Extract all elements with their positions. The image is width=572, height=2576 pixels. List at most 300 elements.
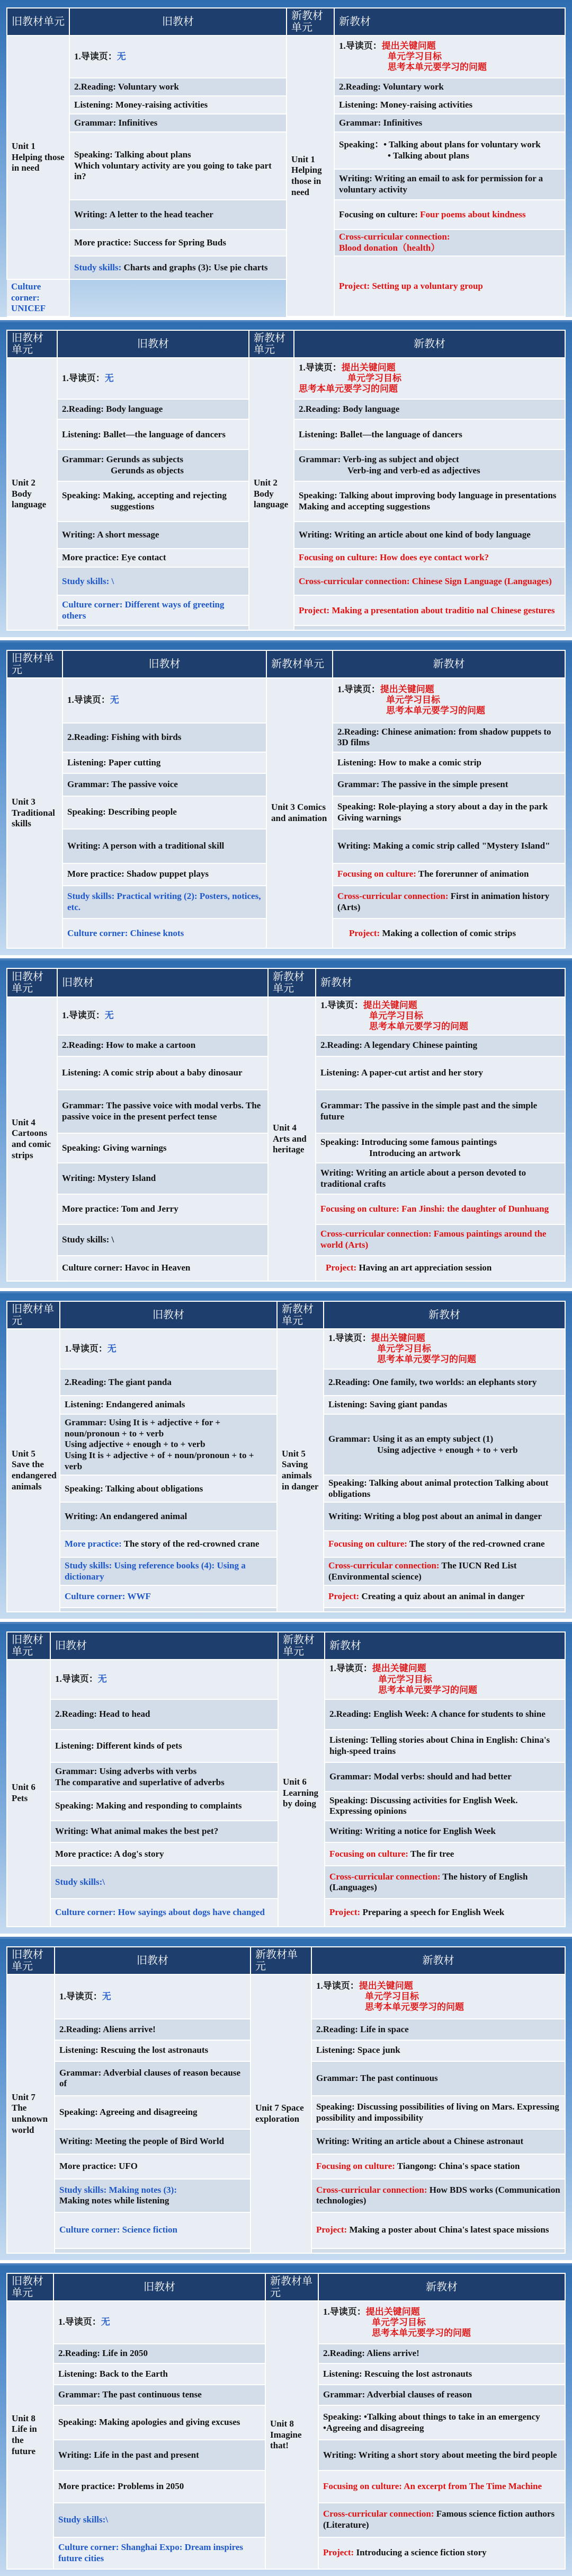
old-reading: 2.Reading: The giant panda: [60, 1369, 277, 1396]
new-reading: 2.Reading: English Week: A chance for students to shine: [325, 1699, 565, 1730]
guide-line-1: 提出关键问题: [372, 1663, 426, 1674]
old-guide-cell: [69, 36, 287, 78]
new-speaking: Speaking: Discussing activities for English Week. Expressing opinions: [325, 1792, 565, 1820]
new-cross: [318, 2503, 565, 2537]
comparison-table: [6, 330, 566, 631]
new-grammar: [294, 449, 565, 481]
new-listening: Listening: How to make a comic strip: [333, 752, 565, 773]
new-listening: Listening: Ballet—the language of dancers: [294, 419, 565, 449]
old-speaking-line-1: Speaking: Talking about plans: [74, 149, 191, 160]
new-listening: Listening: Money-raising activities: [334, 96, 565, 114]
guide-none: 无: [107, 1343, 117, 1354]
guide-label: 1.导读页：: [55, 1674, 98, 1684]
old-skills-line-2: Making notes while listening: [59, 2195, 169, 2206]
new-project-text: Introducing a science fiction story: [354, 2547, 487, 2558]
new-unit-name: Unit 1 Helping those in need: [287, 36, 334, 316]
guide-label: 1.导读页：: [299, 363, 342, 373]
new-reading: 2.Reading: Life in space: [311, 2019, 565, 2040]
old-listening: Listening: A comic strip about a baby dinosaur: [57, 1056, 268, 1090]
new-project-label: Project:: [328, 1591, 360, 1601]
new-unit-name: Unit 8 Imagine that!: [265, 2301, 318, 2569]
old-speaking: Speaking: Agreeing and disagreeing: [55, 2096, 251, 2129]
old-practice: More practice: Shadow puppet plays: [62, 863, 266, 886]
guide-line-3: 思考本单元要学习的问题: [299, 384, 398, 394]
new-focus-label: Focusing on culture:: [337, 869, 416, 879]
guide-line-1: 提出关键问题: [371, 1333, 425, 1344]
old-skills-line-1: Study skills: Making notes (3):: [59, 2184, 177, 2195]
header-new-material: 新教材: [325, 1632, 565, 1660]
old-reading: 2.Reading: Life in 2050: [53, 2344, 265, 2363]
new-cross-text: The history of English (Languages): [329, 1871, 528, 1893]
new-cross: Cross-curricular connection: Chinese Sign Language (Languages): [294, 567, 565, 595]
guide-label: 1.导读页：: [62, 1010, 105, 1021]
guide-label: 1.导读页：: [58, 2317, 101, 2327]
new-reading: 2.Reading: A legendary Chinese painting: [316, 1035, 565, 1056]
old-grammar: Grammar: The passive voice with modal verbs. The passive voice in the present perfect tense: [57, 1090, 268, 1133]
new-focus-label: Focusing on culture:: [329, 1849, 408, 1859]
old-reading: 2.Reading: Voluntary work: [69, 78, 287, 96]
header-old-unit: 旧教材单元: [7, 968, 57, 997]
new-guide-cell: [334, 36, 565, 78]
header-new-unit: 新教材单元: [278, 1632, 325, 1660]
header-old-unit: 旧教材单元: [7, 650, 62, 678]
new-cross: [333, 886, 565, 919]
old-writing: Writing: A person with a traditional skill: [62, 829, 266, 863]
old-listening: Listening: Back to the Earth: [53, 2363, 265, 2384]
new-cross-text: Blood donation（health）: [339, 243, 440, 253]
old-skills-text: Charts and graphs (3): Use pie charts: [121, 262, 268, 272]
old-grammar: Grammar: Adverbial clauses of reason because of: [55, 2061, 251, 2096]
guide-label: 1.导读页：: [329, 1663, 372, 1674]
header-old-material: 旧教材: [50, 1632, 278, 1660]
header-old-material: 旧教材: [57, 968, 268, 997]
slide-unit-6: [0, 1624, 572, 1937]
old-listening: Listening: Rescuing the lost astronauts: [55, 2040, 251, 2061]
header-new-unit: 新教材单元: [265, 2273, 318, 2301]
old-guide-cell: [57, 358, 249, 399]
new-speaking: Speaking: Talking about animal protection Talking about obligations: [324, 1475, 565, 1502]
new-cross-text: First in animation history (Arts): [337, 891, 550, 913]
header-new-material: 新教材: [294, 330, 565, 358]
guide-line-3: 思考本单元要学习的问题: [388, 62, 487, 73]
guide-line-3: 思考本单元要学习的问题: [386, 705, 485, 716]
guide-line-1: 提出关键问题: [363, 1000, 417, 1010]
guide-label: 1.导读页：: [339, 40, 382, 51]
guide-none: 无: [104, 1010, 114, 1021]
new-project-label: Project:: [329, 1907, 361, 1918]
guide-label: 1.导读页：: [67, 694, 110, 705]
old-practice: [60, 1531, 277, 1557]
old-culture: Culture corner: Different ways of greeting others: [57, 595, 249, 625]
new-project-text: Making a poster about China's latest space missions: [347, 2225, 549, 2235]
guide-none: 无: [110, 694, 119, 705]
header-new-unit: 新教材单元: [287, 8, 334, 36]
new-speaking: [316, 1133, 565, 1163]
new-focus-text: The fir tree: [408, 1849, 454, 1859]
new-writing: Writing: Writing an article about a person devoted to traditional crafts: [316, 1163, 565, 1194]
old-speaking: Speaking: Talking about obligations: [60, 1475, 277, 1502]
guide-label: 1.导读页：: [62, 373, 105, 383]
new-listening: Listening: Rescuing the lost astronauts: [318, 2363, 565, 2384]
comparison-table: [6, 7, 566, 317]
new-cross: [334, 230, 565, 256]
old-guide-cell: [55, 1974, 251, 2019]
old-culture: Culture corner: How sayings about dogs have changed: [50, 1899, 278, 1927]
new-focus-label: Focusing on culture:: [316, 2160, 395, 2171]
header-new-material: 新教材: [333, 650, 565, 678]
old-unit-name: Unit 3 Traditional skills: [7, 678, 62, 948]
new-reading: 2.Reading: One family, two worlds: an elephants story: [324, 1369, 565, 1396]
old-skills: Study skills: Using reference books (4): Using a dictionary: [60, 1557, 277, 1586]
new-focus-text: Four poems about kindness: [417, 209, 526, 219]
old-culture: Culture corner: Havoc in Heaven: [57, 1256, 268, 1281]
old-guide-cell: [50, 1660, 278, 1699]
comparison-table: [6, 1946, 566, 2254]
guide-line-3: 思考本单元要学习的问题: [365, 2002, 464, 2013]
guide-none: 无: [97, 1674, 107, 1684]
new-project-label: Project:: [316, 2225, 347, 2235]
old-speaking-line-1: Speaking: Making, accepting and rejecting: [62, 490, 227, 500]
new-cross: [311, 2179, 565, 2212]
new-guide-cell: [324, 1329, 565, 1369]
old-reading: 2.Reading: Fishing with birds: [62, 723, 266, 753]
old-listening: Listening: Ballet—the language of dancers: [57, 419, 249, 449]
new-grammar-line-1: Grammar: Verb-ing as subject and object: [299, 454, 459, 465]
guide-label: 1.导读页：: [65, 1343, 108, 1354]
new-focus: Focusing on culture: Fan Jinshi: the daughter of Dunhuang: [316, 1194, 565, 1224]
new-cross-label: Cross-curricular connection:: [337, 891, 449, 902]
guide-line-2: 单元学习目标: [369, 1010, 423, 1021]
header-old-unit: 旧教材单元: [7, 1947, 55, 1974]
new-guide-cell: [294, 358, 565, 399]
new-focus-text: The forerunner of animation: [416, 869, 529, 879]
old-skills: Study skills: \: [57, 567, 249, 595]
old-unit-name: Unit 1 Helping those in need: [7, 36, 69, 279]
new-speaking-line-1: Speaking: Introducing some famous paintings: [320, 1137, 497, 1148]
comparison-table: [6, 1631, 566, 1927]
old-unit-name: Unit 8 Life in the future: [7, 2301, 53, 2569]
old-grammar-line-1: Grammar: Using It is + adjective + for + noun/pronoun + to + verb: [65, 1417, 221, 1439]
old-unit-name: Unit 6 Pets: [7, 1660, 50, 1927]
new-project-label: Project:: [326, 1263, 357, 1273]
slide-unit-7: [0, 1939, 572, 2263]
new-project: [333, 919, 565, 948]
guide-line-2: 单元学习目标: [372, 2317, 426, 2327]
new-cross-label: Cross-curricular connection:: [316, 2184, 427, 2195]
comparison-table: [6, 1301, 566, 1612]
old-culture: Culture corner: Chinese knots: [62, 919, 266, 948]
new-reading: 2.Reading: Aliens arrive!: [318, 2344, 565, 2363]
new-project: [334, 256, 565, 316]
new-guide-cell: [318, 2301, 565, 2344]
old-practice: More practice: A dog's story: [50, 1842, 278, 1866]
header-new-unit: 新教材单元: [268, 968, 316, 997]
header-new-material: 新教材: [318, 2273, 565, 2301]
old-listening: Listening: Endangered animals: [60, 1396, 277, 1414]
new-guide-cell: [311, 1974, 565, 2019]
old-writing: Writing: An endangered animal: [60, 1502, 277, 1531]
new-grammar: [324, 1414, 565, 1475]
guide-line-1: 提出关键问题: [341, 363, 396, 373]
old-skills: Study skills: Practical writing (2): Posters, notices, etc.: [62, 886, 266, 919]
header-old-unit: 旧教材单元: [7, 330, 57, 358]
old-speaking-line-2: Which voluntary activity are you going to take part in?: [74, 160, 272, 182]
header-old-material: 旧教材: [55, 1947, 251, 1974]
old-writing: Writing: A short message: [57, 522, 249, 549]
new-cross: [325, 1866, 565, 1899]
old-grammar-line-3: Using It is + adjective + of + noun/pronoun + to + verb: [65, 1450, 254, 1471]
new-speaking: Speaking: Discussing possibilities of living on Mars. Expressing possibility and impossibility: [311, 2096, 565, 2129]
old-grammar-line-1: Grammar: Using adverbs with verbs: [55, 1766, 197, 1776]
new-listening: Listening: Telling stories about China in English: China's high-speed trains: [325, 1730, 565, 1762]
guide-none: 无: [102, 1991, 111, 2001]
old-practice: More practice: Eye contact: [57, 549, 249, 568]
old-practice-label: More practice:: [65, 1538, 122, 1549]
header-new-material: 新教材: [334, 8, 565, 36]
guide-line-2: 单元学习目标: [365, 1991, 419, 2002]
old-listening: Listening: Different kinds of pets: [50, 1730, 278, 1762]
new-speaking: Speaking: Role-playing a story about a day in the park Giving warnings: [333, 796, 565, 829]
new-focus-label: Focusing on culture:: [328, 1538, 407, 1549]
new-listening: Listening: Space junk: [311, 2040, 565, 2061]
old-guide-cell: [57, 997, 268, 1035]
old-grammar: [50, 1762, 278, 1792]
old-grammar-line-1: Grammar: Gerunds as subjects: [62, 454, 184, 465]
header-old-unit: 旧教材单元: [7, 1301, 60, 1329]
guide-line-1: 提出关键问题: [381, 40, 436, 51]
old-skills: Study skills:\: [50, 1866, 278, 1899]
header-old-material: 旧教材: [69, 8, 287, 36]
new-grammar: Grammar: The passive in the simple past and the simple future: [316, 1090, 565, 1133]
new-focus: [311, 2154, 565, 2179]
guide-label: 1.导读页：: [323, 2306, 366, 2317]
new-speaking-line-2: Introducing an artwork: [369, 1148, 461, 1158]
new-unit-name: Unit 3 Comics and animation: [266, 678, 333, 948]
new-speaking: [334, 132, 565, 169]
new-writing: Writing: Writing an email to ask for permission for a voluntary activity: [334, 169, 565, 200]
new-focus-text: The story of the red-crowned crane: [407, 1538, 545, 1549]
header-old-material: 旧教材: [53, 2273, 265, 2301]
old-culture: Culture corner: UNICEF: [7, 279, 69, 316]
guide-none: 无: [101, 2317, 110, 2327]
header-new-unit: 新教材单元: [266, 650, 333, 678]
new-cross-label: Cross-curricular connection:: [328, 1560, 440, 1571]
old-reading: 2.Reading: Body language: [57, 399, 249, 419]
new-project: [325, 1899, 565, 1927]
old-guide-cell: [60, 1329, 277, 1369]
header-old-material: 旧教材: [62, 650, 266, 678]
new-cross-label: Cross-curricular connection:: [329, 1871, 441, 1882]
header-old-unit: 旧教材单元: [7, 1632, 50, 1660]
guide-line-1: 提出关键问题: [365, 2306, 420, 2317]
new-grammar-line-2: Verb-ing and verb-ed as adjectives: [347, 465, 480, 476]
old-speaking: Speaking: Giving warnings: [57, 1133, 268, 1163]
guide-line-3: 思考本单元要学习的问题: [378, 1684, 477, 1695]
old-practice-text: The story of the red-crowned crane: [121, 1538, 260, 1549]
new-grammar: Grammar: Infinitives: [334, 114, 565, 132]
new-writing: Writing: Writing a notice for English Week: [325, 1821, 565, 1843]
old-guide-cell: [62, 678, 266, 723]
old-listening: Listening: Paper cutting: [62, 752, 266, 773]
old-writing: Writing: Life in the past and present: [53, 2440, 265, 2471]
guide-line-3: 思考本单元要学习的问题: [372, 2327, 471, 2338]
old-writing: Writing: A letter to the head teacher: [69, 200, 287, 230]
guide-line-3: 思考本单元要学习的问题: [377, 1354, 476, 1365]
header-old-unit: 旧教材单元: [7, 8, 69, 36]
slide-unit-4: [0, 960, 572, 1291]
comparison-table: [6, 2273, 566, 2570]
guide-none: 无: [104, 373, 114, 383]
old-grammar-line-2: Using adjective + enough + to + verb: [65, 1439, 205, 1450]
new-grammar: Grammar: The past continuous: [311, 2061, 565, 2096]
new-listening: Listening: Saving giant pandas: [324, 1396, 565, 1414]
old-writing: Writing: What animal makes the best pet?: [50, 1821, 278, 1843]
old-speaking: Speaking: Making and responding to complaints: [50, 1792, 278, 1820]
old-culture: Culture corner: Science fiction: [55, 2212, 251, 2248]
old-skills: [55, 2179, 251, 2212]
guide-line-2: 单元学习目标: [377, 1344, 431, 1354]
old-reading: 2.Reading: How to make a cartoon: [57, 1035, 268, 1056]
new-unit-name: Unit 4 Arts and heritage: [268, 997, 316, 1281]
new-project-label: Project:: [349, 928, 380, 938]
header-new-material: 新教材: [324, 1301, 565, 1329]
new-guide-cell: [333, 678, 565, 723]
old-writing: Writing: Meeting the people of Bird World: [55, 2129, 251, 2154]
old-reading: 2.Reading: Head to head: [50, 1699, 278, 1730]
header-new-unit: 新教材单元: [277, 1301, 324, 1329]
new-cross: Cross-curricular connection: Famous paintings around the world (Arts): [316, 1224, 565, 1256]
comparison-table: [6, 650, 566, 949]
new-focus: [324, 1531, 565, 1557]
new-cross-text: How BDS works (Communication technologies): [316, 2184, 560, 2206]
slide-unit-1: [0, 0, 572, 320]
new-writing: Writing: Writing an article about a Chinese astronaut: [311, 2129, 565, 2154]
new-focus: [333, 863, 565, 886]
new-project-label: Project:: [339, 280, 370, 291]
old-culture: Culture corner: WWF: [60, 1585, 277, 1607]
old-grammar: [57, 449, 249, 481]
new-project-text: Preparing a speech for English Week: [360, 1907, 505, 1918]
guide-label: 1.导读页：: [59, 1991, 102, 2001]
new-reading: 2.Reading: Voluntary work: [334, 78, 565, 96]
guide-line-1: 提出关键问题: [359, 1981, 413, 1991]
guide-label: 1.导读页：: [74, 51, 117, 61]
slide-unit-8: [0, 2265, 572, 2576]
new-focus: Focusing on culture: An excerpt from The Time Machine: [318, 2471, 565, 2502]
old-speaking: [57, 481, 249, 522]
new-project: [318, 2537, 565, 2569]
old-skills: Study skills: \: [57, 1224, 268, 1256]
new-writing: Writing: Making a comic strip called "Mystery Island": [333, 829, 565, 863]
new-reading: 2.Reading: Chinese animation: from shadow puppets to 3D films: [333, 723, 565, 753]
new-writing: Writing: Writing an article about one kind of body language: [294, 522, 565, 549]
new-focus: [325, 1842, 565, 1866]
guide-line-1: 提出关键问题: [380, 684, 434, 695]
old-unit-name: Unit 5 Save the endangered animals: [7, 1329, 60, 1612]
old-grammar: [60, 1414, 277, 1475]
new-reading: 2.Reading: Body language: [294, 399, 565, 419]
header-new-unit: 新教材单元: [251, 1947, 311, 1974]
guide-label: 1.导读页：: [316, 1981, 359, 1991]
old-skills: [69, 256, 287, 279]
guide-line-2: 单元学习目标: [378, 1674, 432, 1684]
new-speaking-line-1: Speaking：• Talking about plans for voluntary work: [339, 139, 541, 150]
old-grammar-line-2: Gerunds as objects: [111, 465, 184, 476]
new-project-text: Creating a quiz about an animal in danger: [359, 1591, 525, 1601]
new-speaking: Speaking: •Talking about things to take in an emergency •Agreeing and disagreeing: [318, 2405, 565, 2440]
new-focus-text: Tiangong: China's space station: [395, 2160, 520, 2171]
new-project: [316, 1256, 565, 1281]
guide-line-3: 思考本单元要学习的问题: [369, 1021, 468, 1031]
slide-unit-3: [0, 642, 572, 958]
old-speaking-line-2: suggestions: [111, 501, 155, 511]
guide-line-2: 单元学习目标: [386, 695, 440, 705]
guide-label: 1.导读页：: [328, 1333, 371, 1344]
new-writing: Writing: Writing a blog post about an animal in danger: [324, 1502, 565, 1531]
new-grammar: Grammar: Modal verbs: should and had better: [325, 1762, 565, 1792]
old-reading: 2.Reading: Aliens arrive!: [55, 2019, 251, 2040]
new-grammar: Grammar: Adverbial clauses of reason: [318, 2385, 565, 2405]
old-practice: More practice: Tom and Jerry: [57, 1194, 268, 1224]
header-new-material: 新教材: [316, 968, 565, 997]
new-guide-cell: [325, 1660, 565, 1699]
new-project-label: Project:: [323, 2547, 354, 2558]
new-guide-cell: [316, 997, 565, 1035]
new-cross-label: Cross-curricular connection:: [323, 2509, 434, 2519]
old-guide-cell: [53, 2301, 265, 2344]
old-practice: More practice: Success for Spring Buds: [69, 230, 287, 256]
header-old-unit: 旧教材单元: [7, 2273, 53, 2301]
header-old-material: 旧教材: [57, 330, 249, 358]
old-skills: Study skills:\: [53, 2503, 265, 2537]
old-writing: Writing: Mystery Island: [57, 1163, 268, 1194]
header-new-unit: 新教材单元: [249, 330, 294, 358]
old-listening: Listening: Money-raising activities: [69, 96, 287, 114]
new-speaking-line-2: • Talking about plans: [388, 151, 469, 161]
comparison-table: [6, 968, 566, 1282]
new-writing: Writing: Writing a short story about meeting the bird people: [318, 2440, 565, 2471]
new-project-text: Having an art appreciation session: [356, 1263, 492, 1273]
new-speaking: Speaking: Talking about improving body language in presentations Making and accepting suggestions: [294, 481, 565, 522]
guide-line-2: 单元学习目标: [347, 373, 401, 384]
new-focus: Focusing on culture: How does eye contact work?: [294, 549, 565, 568]
new-cross: [324, 1557, 565, 1586]
old-speaking: Speaking: Making apologies and giving excuses: [53, 2405, 265, 2440]
old-unit-name: Unit 7 The unknown world: [7, 1974, 55, 2253]
old-grammar-line-2: The comparative and superlative of adverbs: [55, 1777, 225, 1787]
guide-label: 1.导读页：: [320, 1000, 363, 1010]
header-new-material: 新教材: [311, 1947, 565, 1974]
guide-label: 1.导读页：: [337, 684, 380, 695]
new-unit-name: Unit 5 Saving animals in danger: [277, 1329, 324, 1612]
new-unit-name: Unit 2 Body language: [249, 358, 294, 630]
header-old-material: 旧教材: [60, 1301, 277, 1329]
guide-line-2: 单元学习目标: [388, 51, 442, 61]
old-culture: Culture corner: Shanghai Expo: Dream inspires future cities: [53, 2537, 265, 2569]
new-cross-text: Famous science fiction authors (Literature): [323, 2509, 555, 2530]
guide-none: 无: [117, 51, 126, 61]
old-practice: More practice: Problems in 2050: [53, 2471, 265, 2502]
new-unit-name: Unit 6 Learning by doing: [278, 1660, 325, 1927]
new-cross-label: Cross-curricular connection:: [339, 232, 450, 242]
new-unit-name: Unit 7 Space exploration: [251, 1974, 311, 2253]
new-project: [324, 1585, 565, 1607]
slide-unit-5: [0, 1293, 572, 1622]
old-unit-name: Unit 2 Body language: [7, 358, 57, 630]
new-project: [311, 2212, 565, 2248]
new-grammar-line-1: Grammar: Using it as an empty subject (1): [328, 1433, 494, 1444]
old-grammar: Grammar: The past continuous tense: [53, 2385, 265, 2405]
